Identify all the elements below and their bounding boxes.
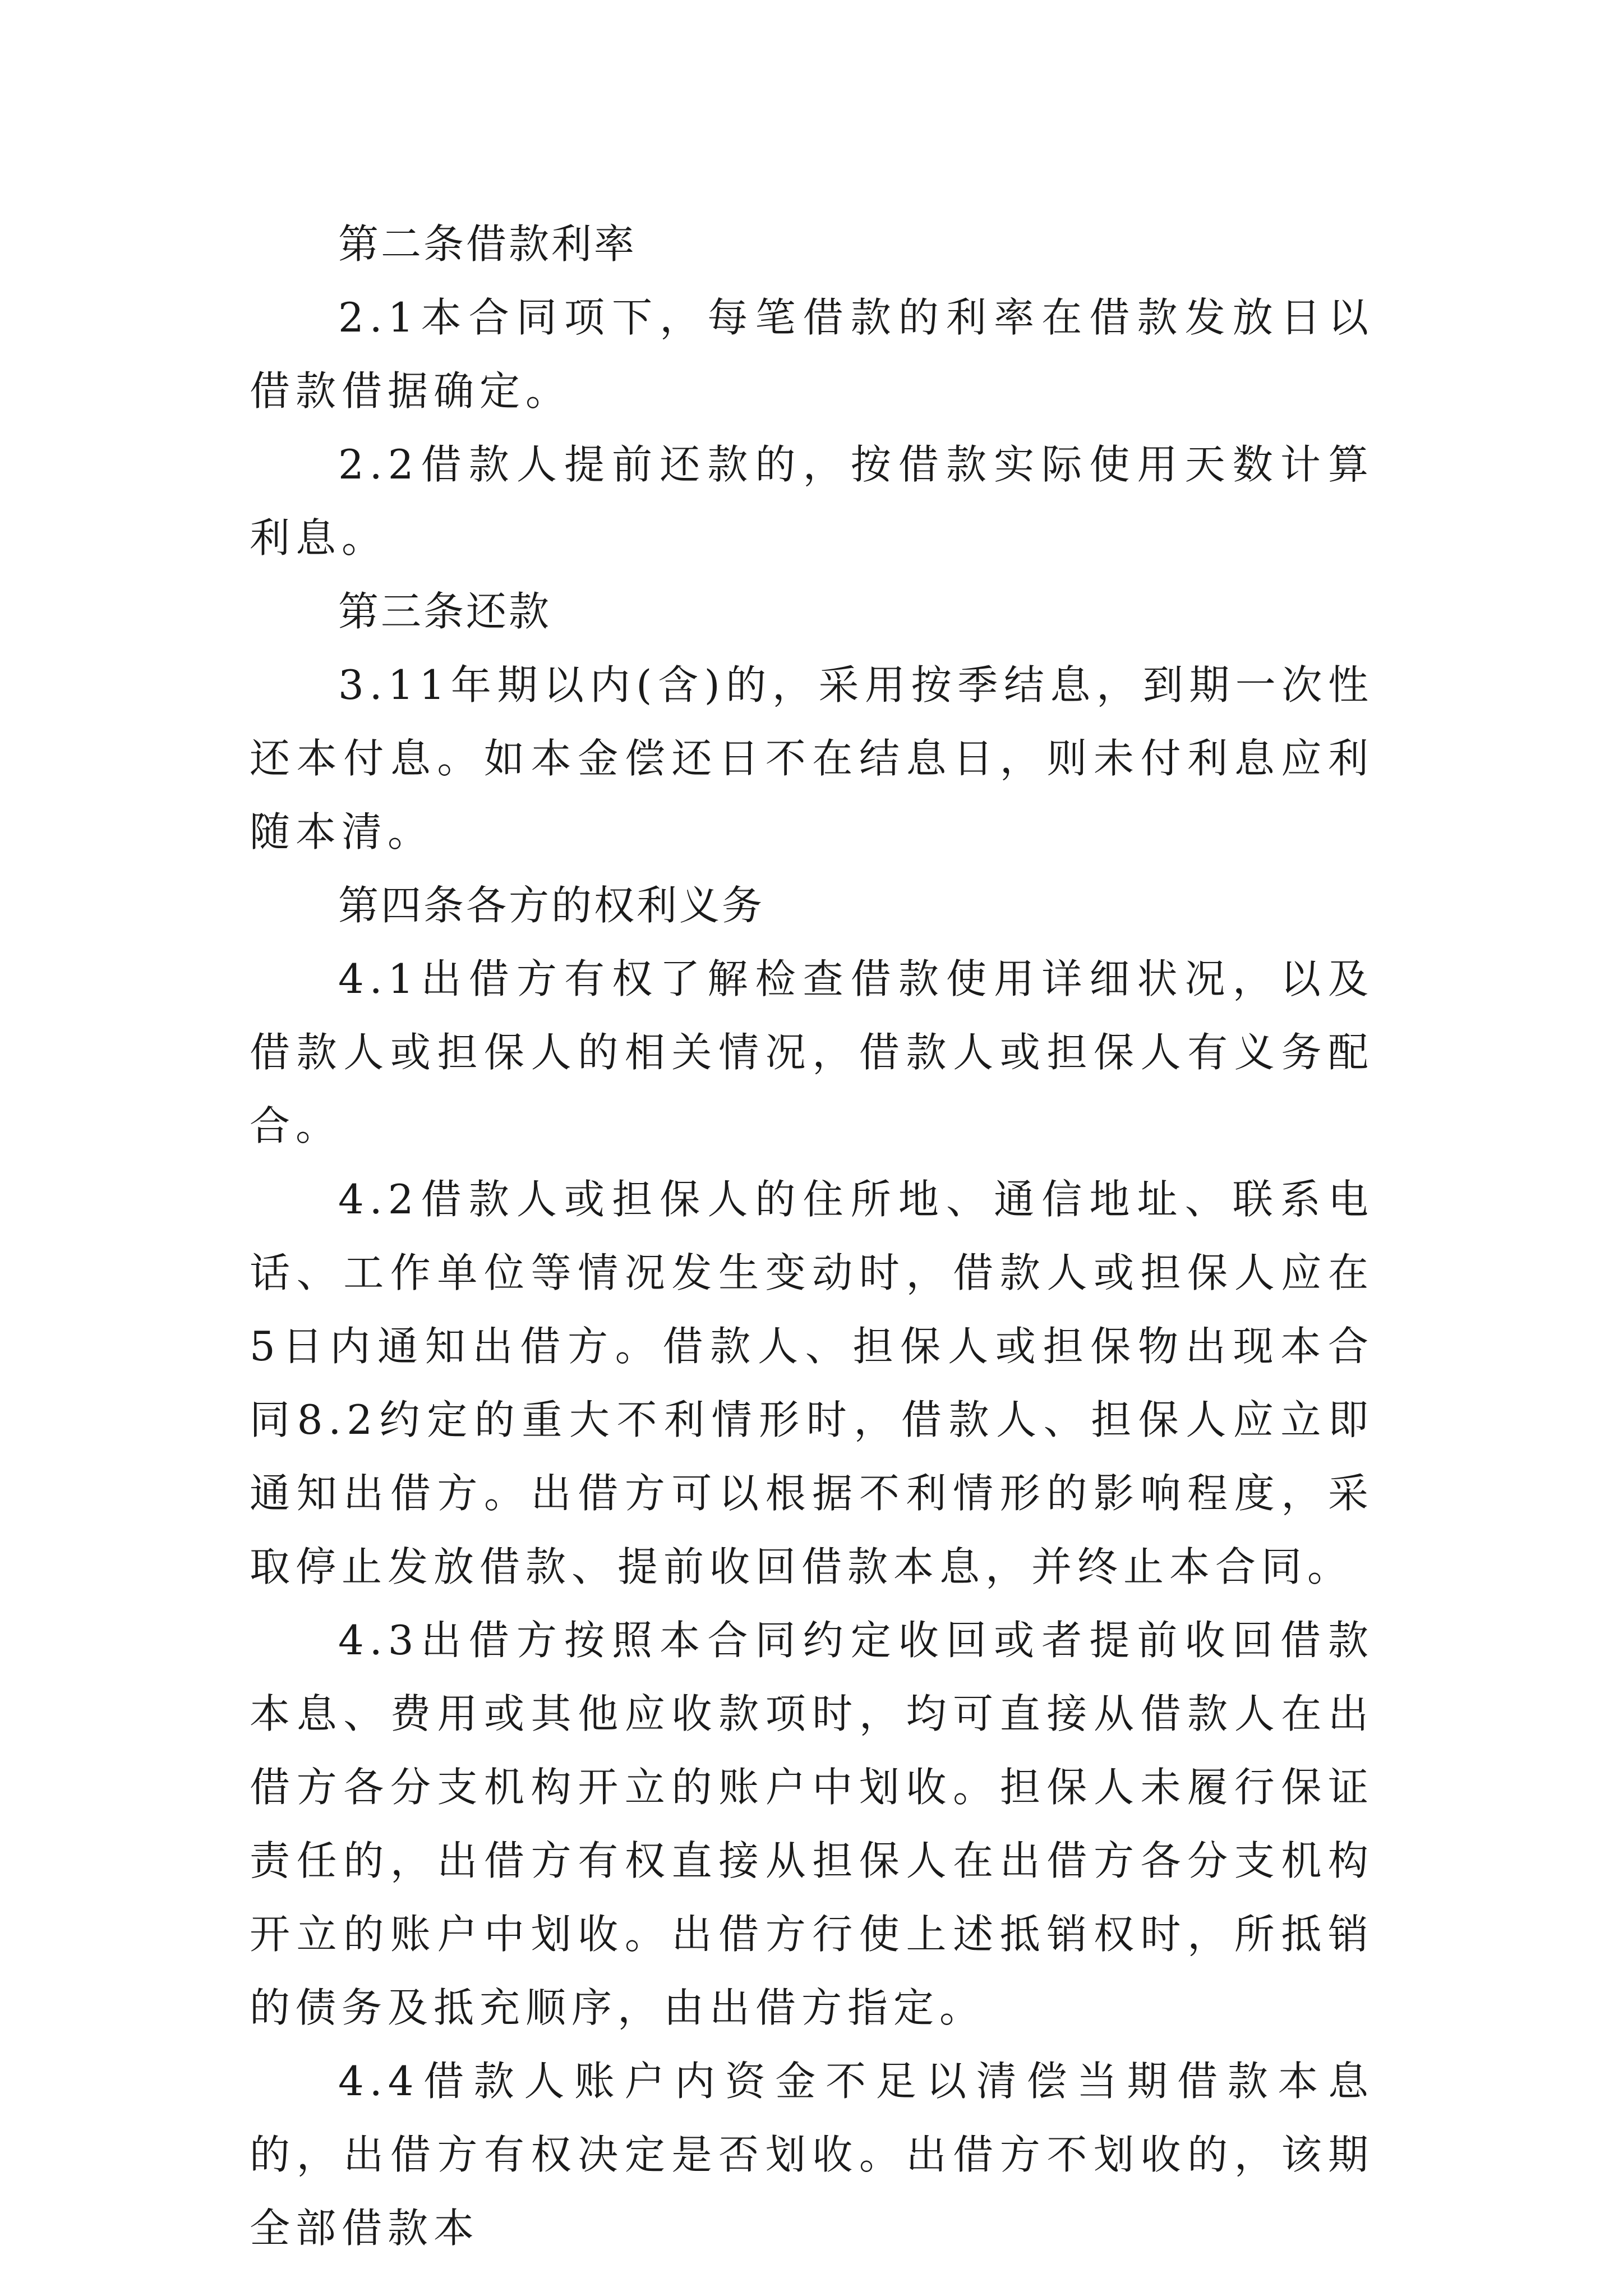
section-heading-article-2: 第二条借款利率 [338, 220, 637, 268]
clause-2-1: 2.1本合同项下，每笔借款的利率在借款发放日以借款借据确定。 [250, 294, 1374, 415]
section-heading-article-3: 第三条还款 [338, 588, 552, 635]
clause-4-1: 4.1出借方有权了解检查借款使用详细状况，以及借款人或担保人的相关情况，借款人或担保人有义务配合。 [250, 955, 1374, 1149]
section-heading-article-4: 第四条各方的权利义务 [338, 882, 765, 929]
clause-3-1: 3.11年期以内(含)的，采用按季结息，到期一次性还本付息。如本金偿还日不在结息日，则未付利息应利随本清。 [250, 661, 1374, 855]
clause-4-4: 4.4借款人账户内资金不足以清偿当期借款本息的，出借方有权决定是否划收。出借方不划收的，该期全部借款本 [250, 2058, 1374, 2252]
clause-4-3: 4.3出借方按照本合同约定收回或者提前收回借款本息、费用或其他应收款项时，均可直接从借款人在出借方各分支机构开立的账户中划收。担保人未履行保证责任的，出借方有权直接从担保人在出借方各分支机构开立的账户中划收。出借方行使上述抵销权时，所抵销的债务及抵充顺序，由出借方指定。 [250, 1617, 1374, 2031]
document-body [250, 208, 1374, 2265]
clause-2-2: 2.2借款人提前还款的，按借款实际使用天数计算利息。 [250, 441, 1374, 562]
clause-4-2: 4.2借款人或担保人的住所地、通信地址、联系电话、工作单位等情况发生变动时，借款人或担保人应在5日内通知出借方。借款人、担保人或担保物出现本合同8.2约定的重大不利情形时，借款人、担保人应立即通知出借方。出借方可以根据不利情形的影响程度，采取停止发放借款、提前收回借款本息，并终止本合同。 [250, 1176, 1374, 1590]
